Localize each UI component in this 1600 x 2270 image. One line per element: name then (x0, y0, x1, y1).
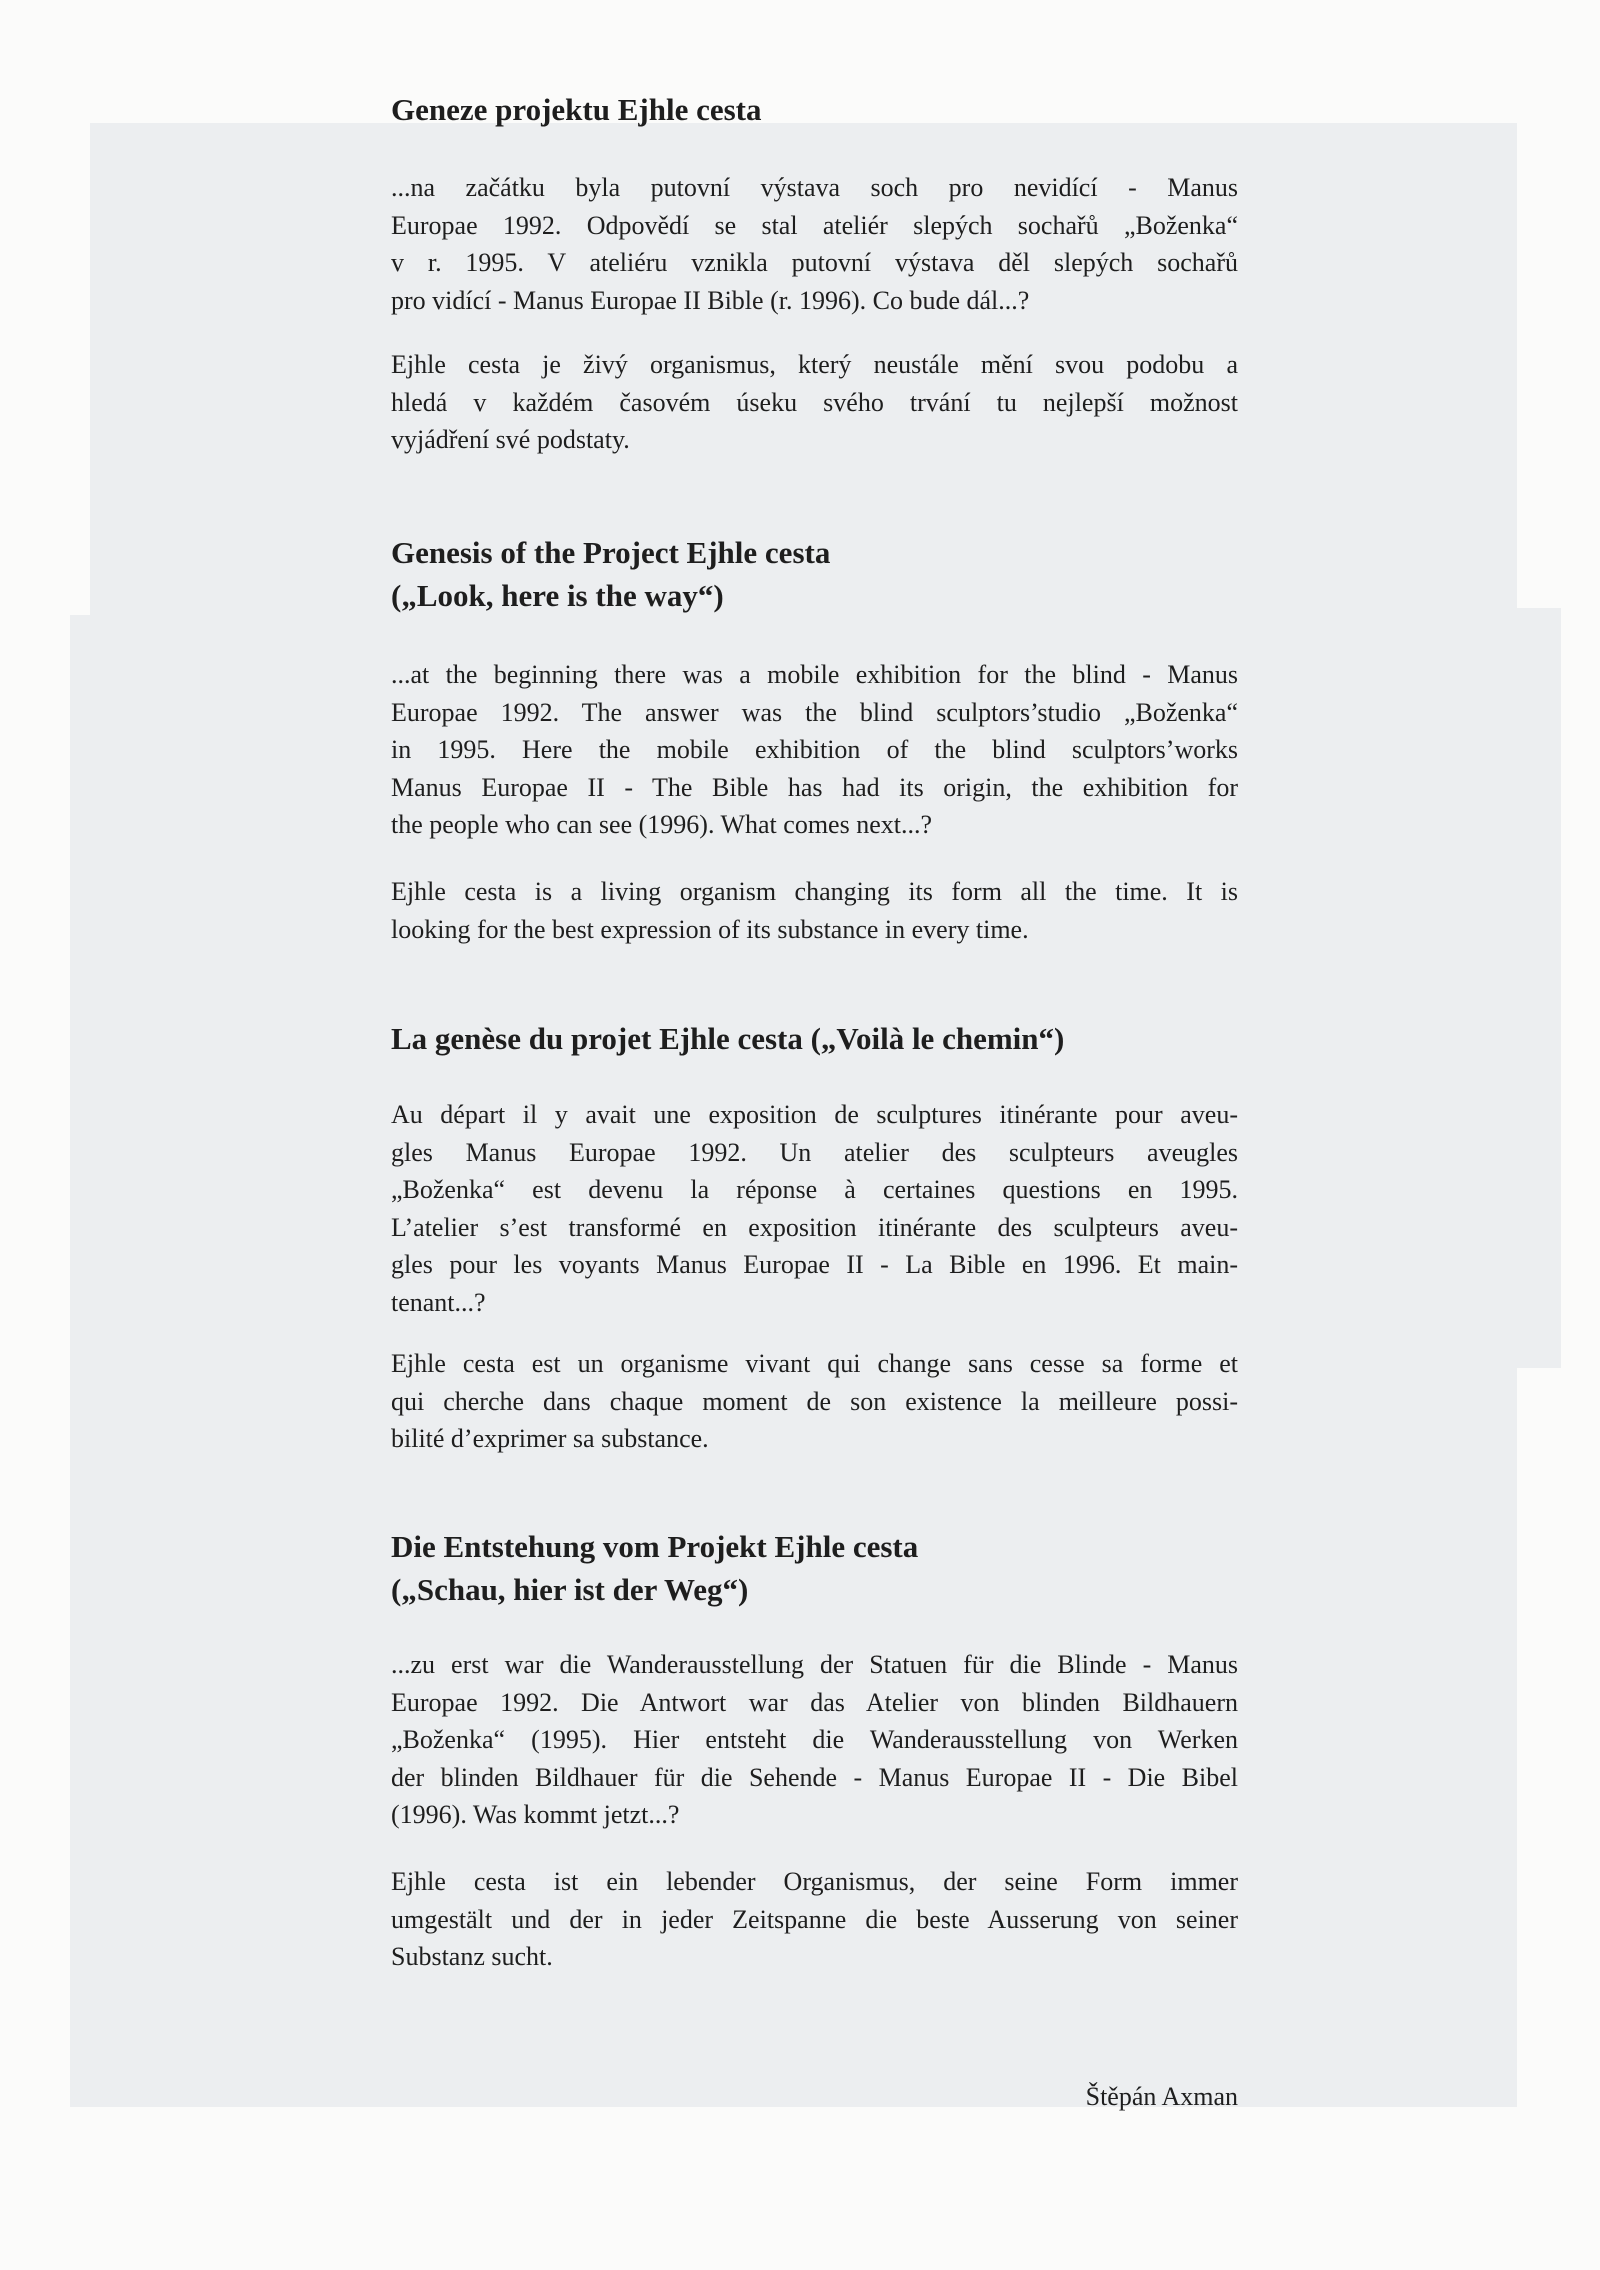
paragraph-line: Manus Europae II - The Bible has had its origin, the exhibition for (391, 772, 1238, 802)
paragraph-line: Ejhle cesta je živý organismus, který neustále mění svou podobu a (391, 350, 1238, 379)
paragraph-line: looking for the best expression of its substance in every time. (391, 914, 1029, 944)
paragraph-line: (1996). Was kommt jetzt...? (391, 1800, 680, 1830)
paragraph-line: bilité d’exprimer sa substance. (391, 1424, 709, 1454)
heading-line: Genesis of the Project Ejhle cesta (391, 535, 831, 570)
paragraph-line: L’atelier s’est transformé en exposition itinérante des sculpteurs aveu- (391, 1212, 1238, 1242)
paragraph-line: ...na začátku byla putovní výstava soch pro nevidící - Manus (391, 173, 1238, 202)
section-heading (391, 1017, 1238, 1060)
paragraph-line: „Boženka“ (1995). Hier entsteht die Wanderausstellung von Werken (391, 1725, 1238, 1755)
paragraph (391, 1863, 1238, 1976)
paragraph-line: in 1995. Here the mobile exhibition of the blind sculptors’works (391, 735, 1238, 765)
section-heading (391, 88, 1238, 131)
paragraph-line: the people who can see (1996). What comes next...? (391, 810, 932, 840)
paragraph-line: der blinden Bildhauer für die Sehende - Manus Europae II - Die Bibel (391, 1762, 1238, 1792)
paragraph (391, 1096, 1238, 1322)
paragraph-line: Ejhle cesta est un organisme vivant qui change sans cesse sa forme et (391, 1349, 1238, 1378)
heading-line: („Look, here is the way“) (391, 578, 724, 613)
paragraph-line: ...zu erst war die Wanderausstellung der Statuen für die Blinde - Manus (391, 1650, 1238, 1679)
paragraph-line: tenant...? (391, 1287, 486, 1317)
paragraph (391, 1345, 1238, 1458)
paragraph-line: gles pour les voyants Manus Europae II - La Bible en 1996. Et main- (391, 1250, 1238, 1280)
paragraph-line: qui cherche dans chaque moment de son existence la meilleure possi- (391, 1386, 1238, 1416)
paragraph-line: Europae 1992. The answer was the blind sculptors’studio „Boženka“ (391, 697, 1238, 727)
paragraph-line: pro vidící - Manus Europae II Bible (r. 1996). Co bude dál...? (391, 285, 1030, 315)
paragraph-line: umgestält und der in jeder Zeitspanne die beste Ausserung von seiner (391, 1904, 1238, 1934)
paragraph-line: „Boženka“ est devenu la réponse à certaines questions en 1995. (391, 1175, 1238, 1205)
section-heading (391, 1525, 1238, 1611)
author-signature: Štěpán Axman (1085, 2082, 1238, 2111)
paragraph-line: Ejhle cesta ist ein lebender Organismus, der seine Form immer (391, 1867, 1238, 1896)
paragraph-line: ...at the beginning there was a mobile exhibition for the blind - Manus (391, 660, 1238, 689)
paragraph-line: gles Manus Europae 1992. Un atelier des sculpteurs aveugles (391, 1137, 1238, 1167)
section-heading (391, 531, 1238, 617)
paragraph (391, 873, 1238, 948)
paragraph-line: Europae 1992. Die Antwort war das Atelier von blinden Bildhauern (391, 1687, 1238, 1717)
paragraph-line: v r. 1995. V ateliéru vznikla putovní výstava děl slepých sochařů (391, 248, 1238, 278)
paragraph (391, 1646, 1238, 1834)
paragraph-line: Ejhle cesta is a living organism changing its form all the time. It is (391, 877, 1238, 906)
paragraph (391, 656, 1238, 844)
heading-line: Geneze projektu Ejhle cesta (391, 92, 762, 127)
background-panel-left-step (70, 615, 110, 2107)
heading-line: („Schau, hier ist der Weg“) (391, 1572, 749, 1607)
paragraph-line: hledá v každém časovém úseku svého trvání tu nejlepší možnost (391, 387, 1238, 417)
paragraph (391, 169, 1238, 319)
paragraph-line: Substanz sucht. (391, 1942, 553, 1972)
paragraph-line: vyjádření své podstaty. (391, 425, 630, 455)
paragraph-line: Au départ il y avait une exposition de sculptures itinérante pour aveu- (391, 1100, 1238, 1129)
heading-line: Die Entstehung vom Projekt Ejhle cesta (391, 1529, 919, 1564)
heading-line: La genèse du projet Ejhle cesta („Voilà le chemin“) (391, 1021, 1065, 1056)
background-panel-right-step (1500, 608, 1561, 1368)
paragraph-line: Europae 1992. Odpovědí se stal ateliér slepých sochařů „Boženka“ (391, 210, 1238, 240)
paragraph (391, 346, 1238, 459)
